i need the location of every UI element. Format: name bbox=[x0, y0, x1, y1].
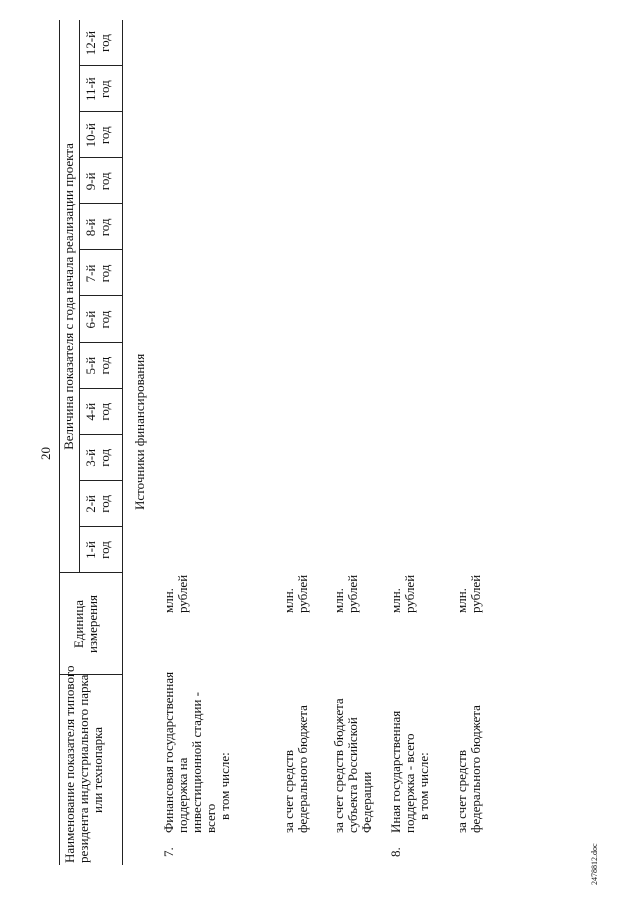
row-label-line: за счет средств бюджета bbox=[331, 698, 346, 833]
year-number: 10-й bbox=[83, 123, 98, 148]
year-cell bbox=[84, 481, 112, 527]
year-label: год bbox=[97, 310, 112, 329]
year-number: 1-й bbox=[83, 541, 98, 559]
year-cell bbox=[84, 250, 112, 296]
row-label-line: субъекта Российской bbox=[345, 717, 360, 833]
year-number: 3-й bbox=[83, 448, 98, 467]
year-number: 4-й bbox=[83, 402, 98, 421]
year-cell bbox=[84, 20, 112, 66]
row-unit bbox=[162, 575, 190, 613]
row-unit-line: млн. bbox=[454, 588, 469, 613]
row-label-line: федерального бюджета bbox=[295, 705, 310, 833]
header-col-name bbox=[62, 665, 105, 863]
year-number: 9-й bbox=[83, 172, 98, 191]
year-label: год bbox=[97, 126, 112, 145]
footer-code: 2478812.doc bbox=[590, 843, 599, 885]
header-col-values-title: Величина показателя с года начала реализации проекта bbox=[61, 143, 76, 450]
header-col-unit-line: Единица bbox=[71, 599, 86, 649]
header-col-name-line: Наименование показателя типового bbox=[62, 665, 77, 863]
header-col-unit-line: измерения bbox=[85, 594, 100, 654]
year-label: год bbox=[97, 448, 112, 467]
row-label bbox=[282, 705, 310, 833]
row-unit-line: млн. bbox=[161, 588, 176, 613]
year-number: 12-й bbox=[83, 30, 98, 56]
row-label-line: Иная государственная bbox=[388, 710, 403, 833]
row-unit-line: млн. bbox=[331, 588, 346, 613]
row-label bbox=[389, 711, 431, 833]
row-unit bbox=[332, 575, 360, 613]
row-number: 8. bbox=[388, 847, 403, 857]
row-label-line: федерального бюджета bbox=[468, 705, 483, 833]
row-label-line: Финансовая государственная bbox=[161, 671, 176, 833]
year-number: 11-й bbox=[83, 77, 98, 102]
year-cell bbox=[84, 343, 112, 389]
year-label: год bbox=[97, 80, 112, 99]
year-number: 8-й bbox=[83, 218, 98, 237]
year-number: 2-й bbox=[83, 494, 98, 513]
year-cell bbox=[84, 297, 112, 343]
year-label: год bbox=[97, 541, 112, 559]
row-unit-line: рублей bbox=[345, 574, 360, 613]
year-number: 6-й bbox=[83, 310, 98, 329]
year-cell bbox=[84, 66, 112, 112]
row-unit bbox=[389, 575, 417, 613]
year-label: год bbox=[97, 356, 112, 375]
row-unit bbox=[282, 575, 310, 613]
year-cell bbox=[84, 112, 112, 158]
year-label: год bbox=[97, 402, 112, 421]
row-label-line: поддержка на bbox=[175, 757, 190, 833]
row-number: 7. bbox=[161, 847, 176, 857]
row-label bbox=[332, 698, 374, 833]
year-label: год bbox=[97, 495, 112, 513]
row-label-line: за счет средств bbox=[281, 750, 296, 833]
year-label: год bbox=[97, 172, 112, 191]
year-label: год bbox=[97, 264, 112, 283]
year-label: год bbox=[97, 218, 112, 237]
row-unit-line: рублей bbox=[402, 574, 417, 613]
row-unit-line: рублей bbox=[468, 574, 483, 613]
row-label-line: всего bbox=[203, 803, 218, 833]
row-label-line: за счет средств bbox=[454, 750, 469, 833]
row-unit-line: млн. bbox=[281, 588, 296, 613]
year-number: 5-й bbox=[83, 356, 98, 375]
row-label bbox=[455, 705, 483, 833]
header-col-unit bbox=[72, 575, 100, 673]
year-cell bbox=[84, 158, 112, 204]
page-number: 20 bbox=[38, 447, 53, 460]
row-label-line: в том числе: bbox=[416, 752, 431, 833]
row-label-line: поддержка - всего bbox=[402, 733, 417, 833]
row-unit-line: рублей bbox=[295, 574, 310, 613]
year-cell bbox=[84, 435, 112, 481]
year-number: 7-й bbox=[83, 264, 98, 283]
year-cell bbox=[84, 527, 112, 573]
section-title: Источники финансирования bbox=[132, 353, 147, 510]
year-cell bbox=[84, 204, 112, 250]
row-label bbox=[162, 672, 232, 833]
year-cell bbox=[84, 389, 112, 435]
row-unit-line: млн. bbox=[388, 588, 403, 613]
header-col-name-line: резидента индустриального парка bbox=[76, 674, 91, 863]
row-unit-line: рублей bbox=[175, 574, 190, 613]
header-col-name-line: или технопарка bbox=[90, 727, 105, 814]
year-label: год bbox=[97, 34, 112, 52]
row-label-line: Федерации bbox=[359, 771, 374, 833]
row-label-line: в том числе: bbox=[217, 752, 232, 833]
row-unit bbox=[455, 575, 483, 613]
row-label-line: инвестиционной стадии - bbox=[189, 691, 204, 833]
